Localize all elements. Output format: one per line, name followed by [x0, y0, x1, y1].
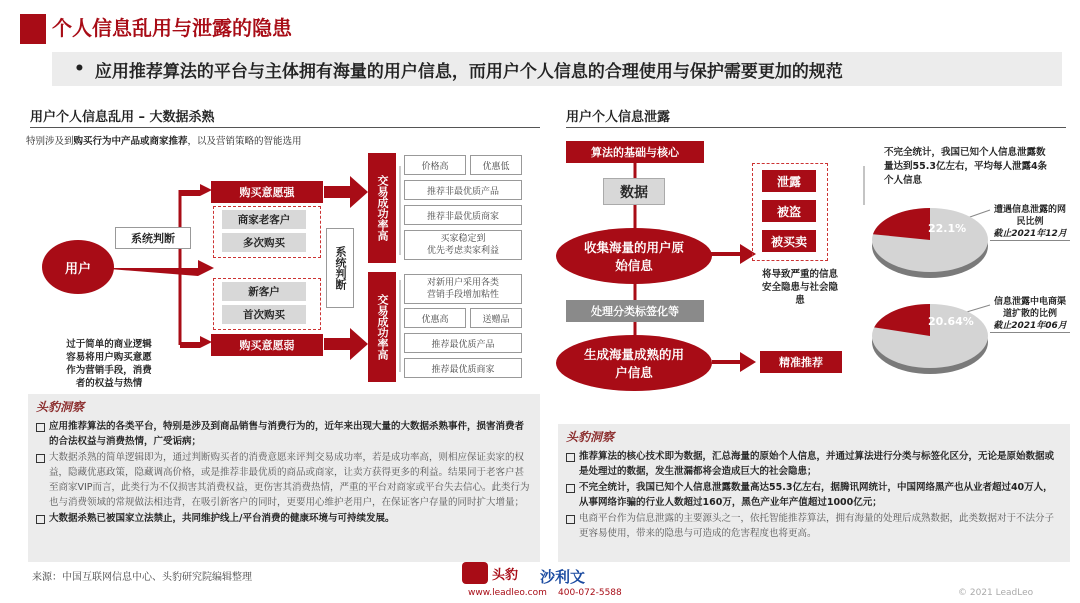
left-insight-title: 头豹洞察: [36, 400, 85, 414]
bottom-item-marketing: 对新用户采用各类 营销手段增加粘性: [404, 274, 522, 304]
right-insight-item: [566, 511, 1062, 541]
pie2-label: [990, 296, 1070, 333]
footer-source: 来源：中国互联网信息中心、头豹研究院编辑整理: [32, 572, 252, 583]
data-box: 数据: [603, 178, 665, 205]
subtitle-suffix: ，以及营销策略的智能选用: [187, 136, 302, 147]
top-item-discount-low: 优惠低: [470, 155, 522, 175]
sold-box: 被买卖: [762, 230, 816, 252]
banner-text: 应用推荐算法的平台与主体拥有海量的用户信息，而用户个人信息的合理使用与保护需要更加的规范: [94, 61, 843, 82]
pie2-value-label: 20.64%: [928, 315, 974, 328]
left-insight-box: [28, 394, 540, 562]
pie1-caption: 遭遇信息泄露的网民比例: [993, 205, 1066, 227]
left-section-title: 用户个人信息乱用 – 大数据杀熟: [30, 106, 540, 128]
subtitle-bold: 购买行为中产品或商家推荐: [73, 136, 188, 147]
left-insight-text-3: 大数据杀熟已被国家立法禁止，共同维护线上/平台消费的健康环境与可持续发展。: [49, 513, 395, 524]
footer-phone: 400-072-5588: [558, 588, 622, 598]
strong-intent-box: 购买意愿强: [211, 181, 323, 203]
footer-brand: 头豹: [492, 568, 519, 583]
weak-intent-box: 购买意愿弱: [211, 334, 323, 356]
top-item-merchant: 推荐非最优质商家: [404, 205, 522, 225]
right-insight-item: [566, 480, 1062, 510]
right-insight-text-1: 推荐算法的核心技术即为数据，汇总海量的原始个人信息，并通过算法进行分类与标签化区分，无论是原始数据或是处理过的数据，发生泄漏都将会造成巨大的社会隐患；: [579, 451, 1055, 477]
footer-person: 沙利文: [540, 568, 586, 586]
pie1-label: [990, 204, 1070, 241]
right-insight-title: 头豹洞察: [566, 430, 615, 444]
pie2-date: 截止2021年06月: [990, 320, 1070, 333]
leopard-logo-icon: [462, 562, 488, 584]
first-purchase-box: 首次购买: [222, 305, 306, 324]
page-title: 个人信息乱用与泄露的隐患: [52, 16, 292, 40]
bullet-icon: •: [74, 59, 85, 79]
left-insight-item: [36, 419, 532, 449]
left-insight-text-1: 应用推荐算法的各类平台，特别是涉及到商品销售与消费行为的，近年来出现大量的大数据杀熟事件，损害消费者的合法权益与消费热情，广受诟病；: [49, 421, 525, 447]
checkbox-icon: [566, 453, 575, 462]
pie2-caption: 信息泄露中电商渠道扩散的比例: [993, 297, 1066, 319]
high-conversion-bottom: 交易成功率高: [368, 272, 396, 382]
checkbox-icon: [36, 454, 45, 463]
checkbox-icon: [566, 484, 575, 493]
new-customer-box: 新客户: [222, 282, 306, 301]
right-section-title: 用户个人信息泄露: [566, 106, 1066, 128]
pie1-value-label: 22.1%: [928, 222, 967, 235]
checkbox-icon: [36, 423, 45, 432]
right-insight-item: [566, 449, 1062, 479]
checkbox-icon: [36, 515, 45, 524]
precise-recommend-box: 精准推荐: [760, 351, 842, 373]
system-judge-box: 系统判断: [115, 227, 191, 249]
subtitle-prefix: 特别涉及到: [26, 136, 74, 147]
pie-chart-1: [868, 200, 992, 282]
stat-text: 不完全统计，我国已知个人信息泄露数量达到55.3亿左右，平均每人泄露4条个人信息: [884, 147, 1048, 186]
pie1-date: 截止2021年12月: [990, 228, 1070, 241]
top-item-seller-interest: 买家稳定到 优先考虑卖家利益: [404, 230, 522, 260]
hazard-text: 将导致严重的信息安全隐患与社会隐患: [761, 269, 838, 306]
right-insight-text-2: 不完全统计，我国已知个人信息泄露数量高达55.3亿左右，据腾讯网统计，中国网络黑产也从业者超过40万人，从事网络诈骗的行业人数超过160万，黑色产业年产值超过1000亿元；: [579, 482, 1053, 508]
right-insight-text-3: 电商平台作为信息泄露的主要源头之一，依托智能推荐算法，拥有海量的处理后成熟数据，此类数据对于不法分子更容易使用，带来的隐患与可造成的危害程度也将更高。: [579, 513, 1055, 539]
pie-chart-2: [868, 296, 992, 378]
footer-website[interactable]: www.leadleo.com: [468, 588, 547, 598]
high-conversion-top: 交易成功率高: [368, 153, 396, 263]
user-node: 用户: [42, 240, 114, 294]
leak-box: 泄露: [762, 170, 816, 192]
bottom-item-merchant: 推荐最优质商家: [404, 358, 522, 378]
right-insight-box: [558, 424, 1070, 562]
left-note: 过于简单的商业逻辑 容易将用户购买意愿 作为营销手段，消费 者的权益与热情: [66, 339, 152, 389]
bottom-item-gift: 送赠品: [470, 308, 522, 328]
collect-node: 收集海量的用户原始信息: [556, 228, 712, 284]
process-box: 处理分类标签化等: [566, 300, 704, 322]
bottom-item-discount-high: 优惠高: [404, 308, 466, 328]
bottom-item-product: 推荐最优质产品: [404, 333, 522, 353]
footer-copyright: © 2021 LeadLeo: [958, 588, 1034, 598]
stolen-box: 被盗: [762, 200, 816, 222]
many-purchases-box: 多次购买: [222, 233, 306, 252]
generate-node: 生成海量成熟的用户信息: [556, 335, 712, 391]
old-customer-box: 商家老客户: [222, 210, 306, 229]
top-item-product: 推荐非最优质产品: [404, 180, 522, 200]
algo-core-box: 算法的基础与核心: [566, 141, 704, 163]
left-insight-item: [36, 511, 532, 526]
system-judge-vertical: 系统判断: [326, 228, 354, 308]
left-insight-item: [36, 450, 532, 510]
top-item-price-high: 价格高: [404, 155, 466, 175]
left-insight-text-2: 大数据杀熟的简单逻辑即为，通过判断购买者的消费意愿来评判交易成功率，若是成功率高，则相应保证卖家的权益，隐藏优惠政策，隐藏调高价格，或是推荐非最优质的商品或商家，让卖方获得更多的利益。结果同于老客户甚至商家VIP而言，此类行为不仅损害其消费权益，更伤害其消费热情，严重的平台对商家或平台失去信心。此类行为也与消费领域的常规做法相违背，在吸引新客户的同时，更要用心维护老用户，在保证客户存量的同时扩大增量；: [49, 452, 530, 508]
checkbox-icon: [566, 515, 575, 524]
